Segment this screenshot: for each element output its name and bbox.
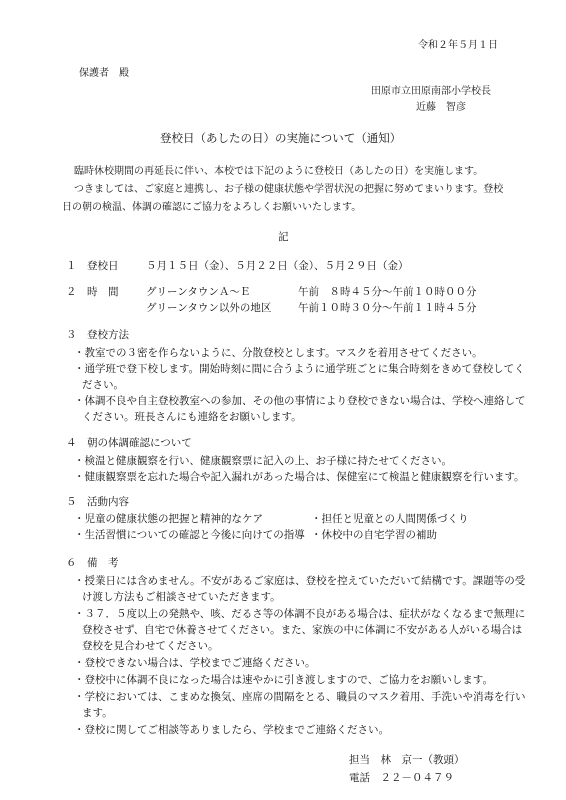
sec6-heading: ６ 備 考: [66, 557, 119, 569]
sec3-bullet-3a: ・体調不良や自主登校教室への参加、その他の事情により登校できない場合は、学校へ連絡して: [74, 395, 526, 407]
sec5-left-1: ・児童の健康状態の把握と精神的なケア: [74, 513, 263, 525]
sec4-bullet-2: ・健康観察票を忘れた場合や記入漏れがあった場合は、保健室にて検温と健康観察を行います。: [74, 471, 525, 483]
sec6-bullet-5a: ・学校においては、こまめな換気、座席の間隔をとる、職員のマスク着用、手洗いや消毒を行い: [74, 691, 526, 703]
sec3-heading: ３ 登校方法: [66, 329, 129, 341]
sec6-bullet-6: ・登校に関してご相談等ありましたら、学校までご連絡ください。: [74, 724, 389, 736]
intro-line-1: 臨時休校期間の再延長に伴い、本校では下記のように登校日（あしたの日）を実施します。: [74, 166, 484, 177]
sec5-heading: ５ 活動内容: [66, 496, 129, 508]
sec1-number: １: [66, 260, 77, 272]
school-name: 田原市立田原南部小学校長: [371, 86, 491, 97]
sec6-bullet-2b: 登校させず、自宅で休養させてください。また、家族の中に体調に不安がある人がいる場合は: [82, 624, 523, 636]
sec2-number: ２: [66, 286, 77, 298]
addressee: 保護者 殿: [79, 68, 129, 79]
sec3-bullet-2a: ・通学班で登下校します。開始時刻に間に合うように通学班ごとに集合時刻をきめて登校してく: [74, 363, 525, 375]
contact-person: 担当 林 京一（教頭）: [349, 754, 465, 766]
sec2-label: 時 間: [87, 286, 119, 298]
sec6-bullet-2a: ・３７．５度以上の発熱や、咳、だるさ等の体調不良がある場合は、症状がなくなるまで無理に: [74, 608, 526, 620]
sec5-left-2: ・生活習慣についての確認と今後に向けての指導: [74, 529, 305, 541]
sec2-row1-area: グリーンタウンＡ～Ｅ: [146, 286, 251, 298]
sec6-bullet-1a: ・授業日には含めません。不安があるご家庭は、登校を控えていただいて結構です。課題等の受: [74, 575, 526, 587]
sec4-heading: ４ 朝の体調確認について: [66, 437, 192, 449]
sec5-right-2: ・休校中の自宅学習の補助: [311, 529, 437, 541]
sec5-right-1: ・担任と児童との人間関係づくり: [311, 513, 469, 525]
sec6-bullet-3: ・登校できない場合は、学校までご連絡ください。: [74, 657, 316, 669]
sec6-bullet-1b: け渡し方法もご相談させていただきます。: [82, 591, 281, 603]
sec1-value: ５月１５日（金）、５月２２日（金）、５月２９日（金）: [146, 260, 409, 272]
principal-name: 近藤 智彦: [416, 102, 466, 113]
sec6-bullet-2c: 登校を見合わせてください。: [82, 640, 219, 652]
sec1-label: 登校日: [87, 260, 119, 272]
sec3-bullet-1: ・教室での３密を作らないように、分散登校とします。マスクを着用させてください。: [74, 347, 483, 359]
sec2-row2-area: グリーンタウン以外の地区: [146, 302, 272, 314]
sec3-bullet-2b: ださい。: [82, 379, 124, 391]
page-title: 登校日（あしたの日）の実施について（通知）: [160, 131, 402, 145]
sec3-bullet-3b: ください。班長さんにも連絡をお願いします。: [82, 411, 302, 423]
date: 令和２年５月１日: [418, 40, 498, 51]
sec2-row2-time: 午前１０時３０分～午前１１時４５分: [298, 302, 477, 314]
contact-phone: 電話 ２２－０４７９: [349, 772, 454, 784]
sec4-bullet-1: ・検温と健康観察を行い、健康観察票に記入の上、お子様に持たせてください。: [74, 455, 452, 467]
sec2-row1-time: 午前 ８時４５分～午前１０時００分: [298, 286, 477, 298]
sec6-bullet-5b: ます。: [82, 707, 113, 719]
ki-heading: 記: [278, 231, 289, 243]
sec6-bullet-4: ・登校中に体調不良になった場合は速やかに引き渡しますので、ご協力をお願いします。: [74, 674, 493, 686]
intro-line-2: つきましては、ご家庭と連携し、お子様の健康状態や学習状況の把握に努めてまいります。登校: [74, 184, 504, 195]
intro-line-3: 日の朝の検温、体調の確認にご協力をよろしくお願いいたします。: [62, 202, 362, 213]
